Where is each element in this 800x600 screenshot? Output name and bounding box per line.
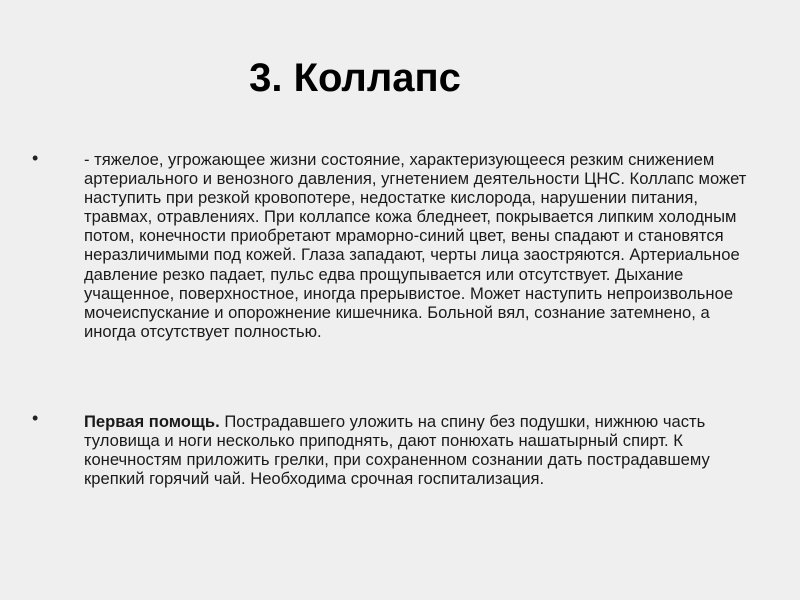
first-aid-heading: Первая помощь.	[84, 412, 220, 431]
bullet-marker: •	[32, 148, 39, 168]
bullet-marker: •	[32, 408, 39, 428]
bullet-paragraph-text: - тяжелое, угрожающее жизни состояние, характеризующееся резким снижением артериального и венозного давления, угнетением деятельности ЦНС. Коллапс может наступить при резкой кровопотере, недостатке кислорода, нарушении питания, травмах, отравлениях. При коллапсе кожа бледнеет, покрывается липким холодным потом, конечности приобретают мраморно-синий цвет, вены спадают и становятся неразличимыми под кожей. Глаза западают, черты лица заостряются. Артериальное давление резко падает, пульс едва прощупывается или отсутствует. Дыхание учащенное, поверхностное, иногда прерывистое. Может наступить непроизвольное мочеиспускание и опорожнение кишечника. Больной вял, сознание затемнено, а иногда отсутствует полностью.	[84, 150, 747, 341]
bullet-paragraph-first-aid	[84, 412, 764, 488]
bullet-paragraph-text: Пострадавшего уложить на спину без подушки, нижнюю часть туловища и ноги несколько приподнять, дают понюхать нашатырный спирт. К конечностям приложить грелки, при сохраненном сознании дать пострадавшему крепкий горячий чай. Необходима срочная госпитализация.	[84, 412, 710, 489]
bullet-paragraph-definition	[84, 150, 764, 341]
slide-title: 3. Коллапс	[249, 56, 461, 100]
